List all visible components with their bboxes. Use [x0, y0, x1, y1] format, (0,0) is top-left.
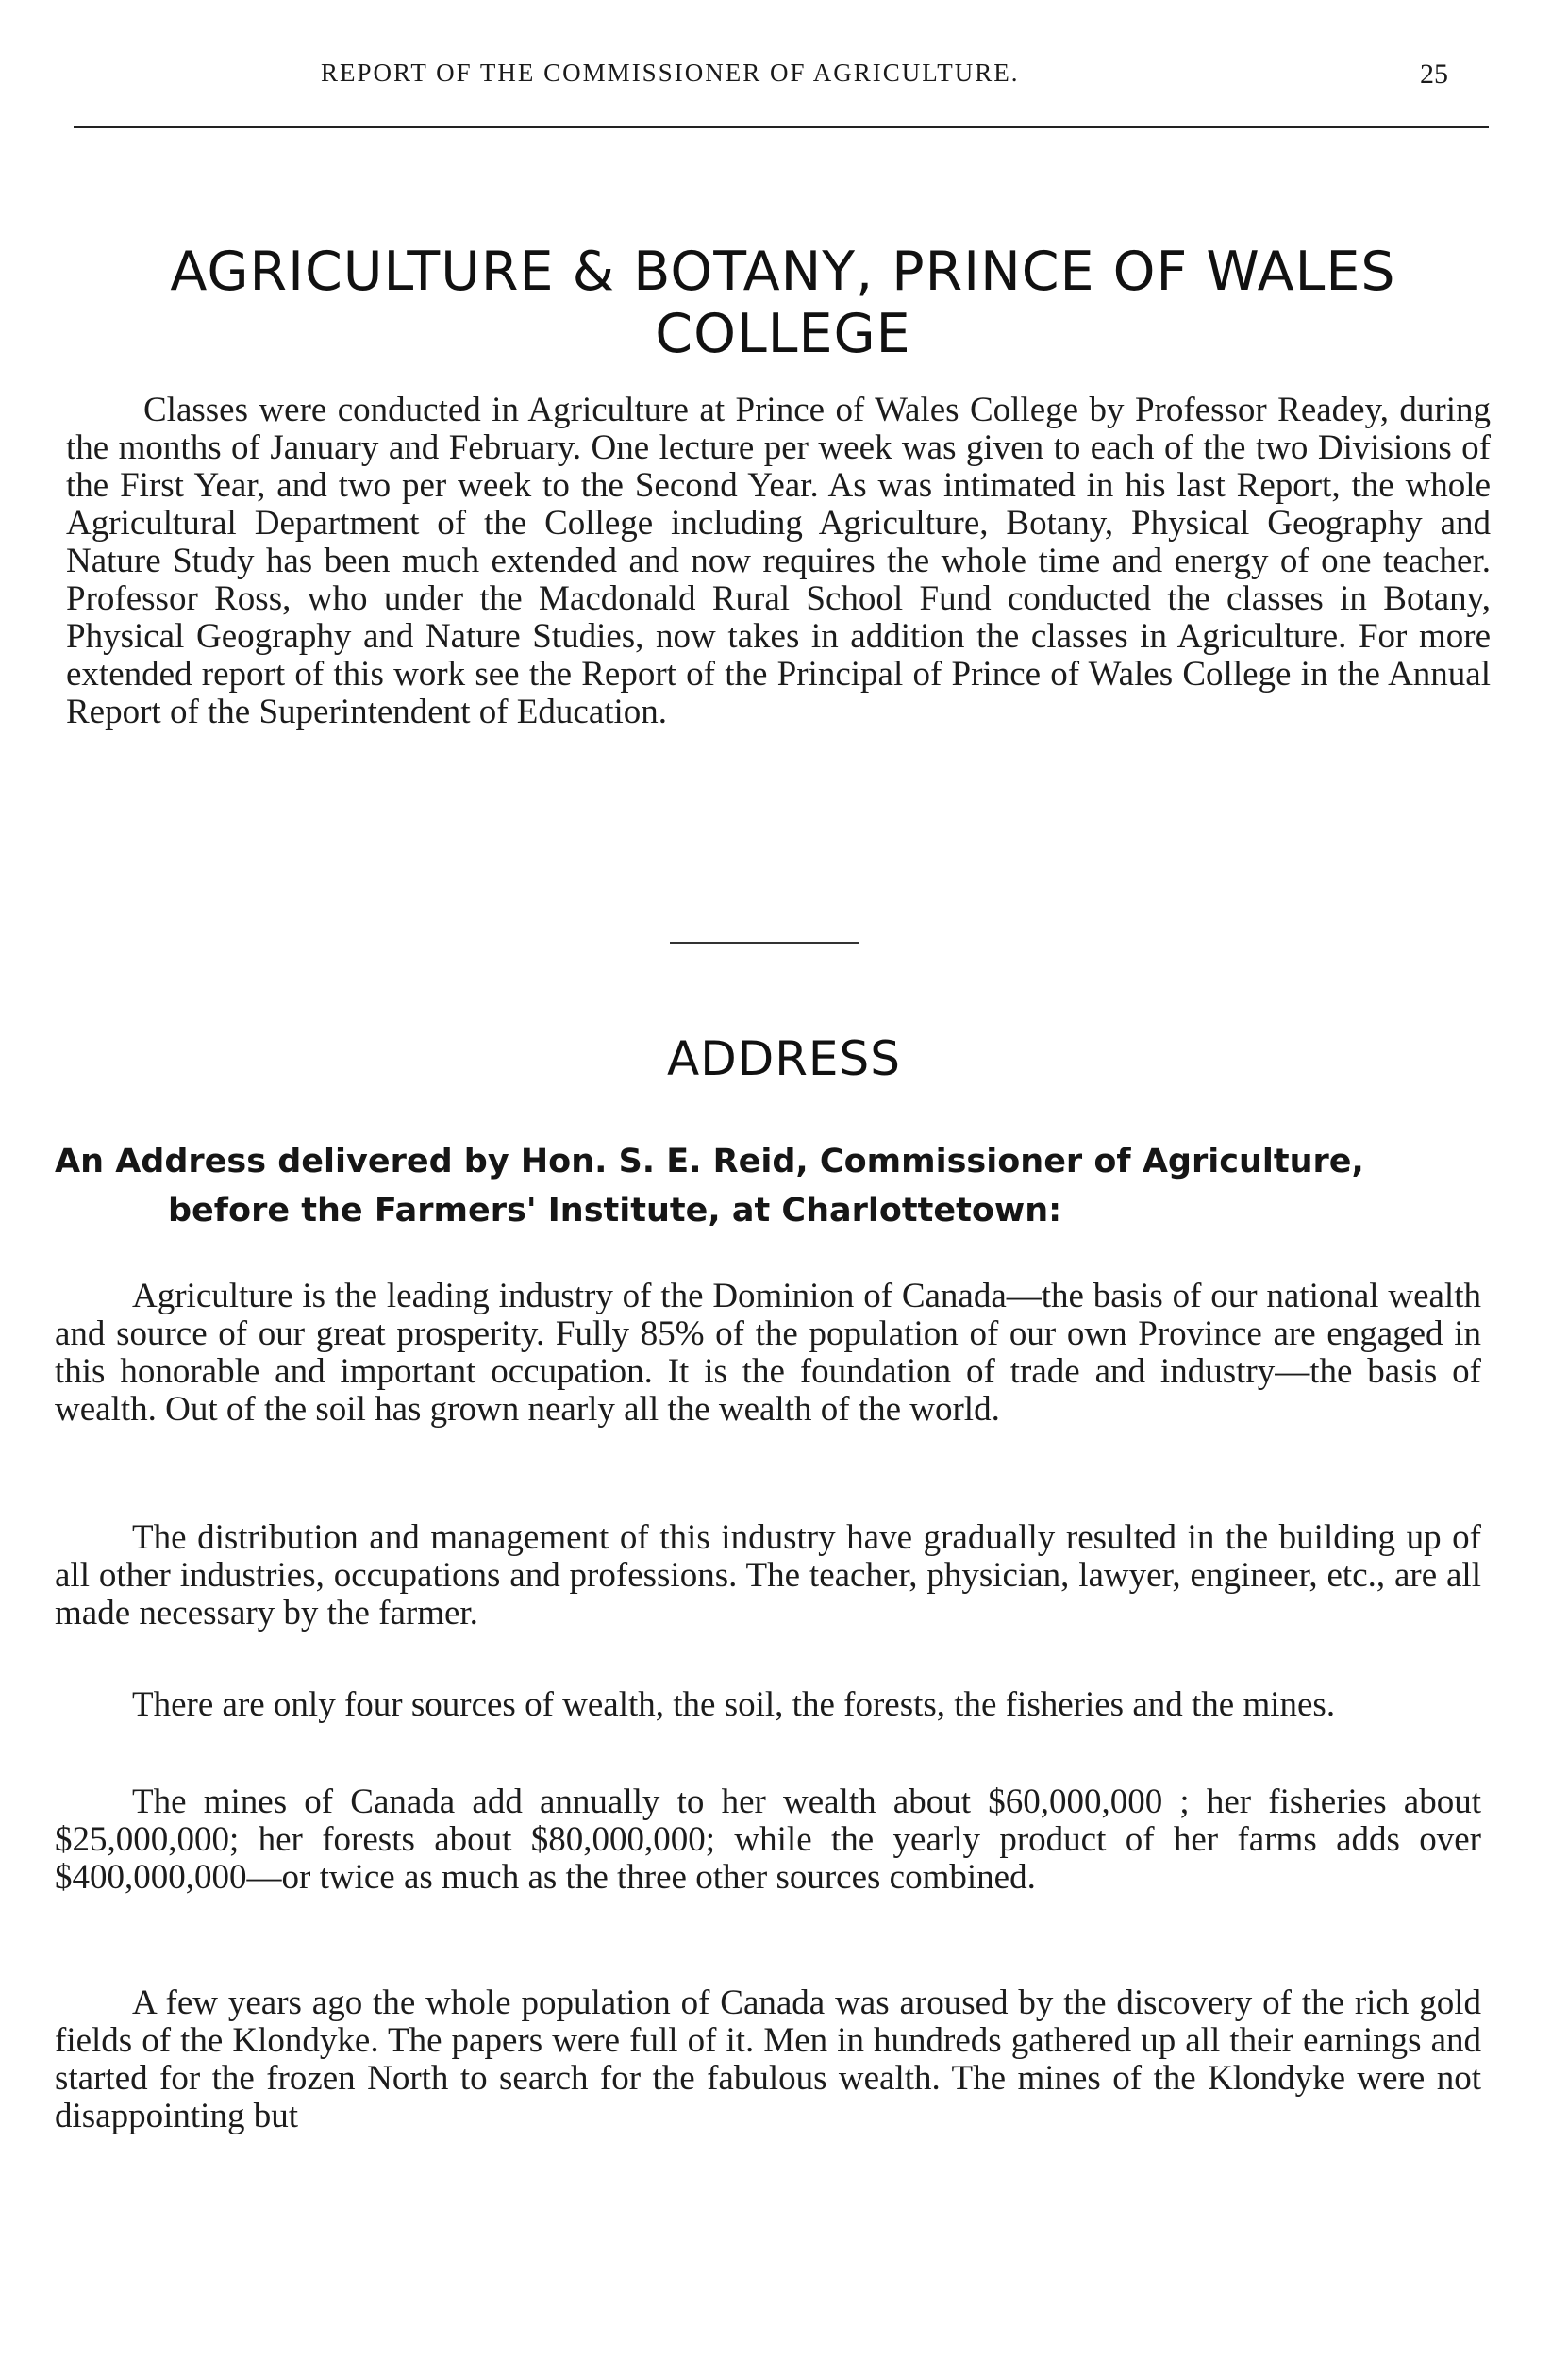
section-divider [670, 942, 859, 944]
address-subtitle-line-1: An Address delivered by Hon. S. E. Reid, Commissioner of Agriculture, [55, 1143, 1364, 1180]
section-title: AGRICULTURE & BOTANY, PRINCE OF WALES COLLEGE [170, 241, 1396, 365]
address-paragraph-4: The mines of Canada add annually to her wealth about $60,000,000 ; her fisheries about $25,000,000; her forests about $80,000,000; while the yearly product of her farms adds over $400,000,000—or twice as much as the three other sources combined. [55, 1783, 1481, 1897]
address-title: ADDRESS [666, 1031, 901, 1086]
page-header [0, 59, 1568, 96]
address-paragraph-5: A few years ago the whole population of Canada was aroused by the discovery of the rich gold fields of the Klondyke. The papers were full of it. Men in hundreds gathered up all their earnings and started for the frozen North to search for the fabulous wealth. The mines of the Klondyke were not disappointing but [55, 1983, 1481, 2135]
page-number: 25 [1420, 59, 1448, 90]
address-paragraph-3: There are only four sources of wealth, the soil, the forests, the fisheries and the mines. [132, 1685, 1336, 1724]
header-rule [74, 126, 1489, 128]
section-paragraph: Classes were conducted in Agriculture at Prince of Wales College by Professor Readey, during the months of January and February. One lecture per week was given to each of the two Divisions of the First Year, and two per week to the Second Year. As was intimated in his last Report, the whole Agricultural Department of the College including Agriculture, Botany, Physical Geography and Nature Study has been much extended and now requires the whole time and energy of one teacher. Professor Ross, who under the Macdonald Rural School Fund conducted the classes in Botany, Physical Geography and Nature Studies, now takes in addition the classes in Agriculture. For more extended report of this work see the Report of the Principal of Prince of Wales College in the Annual Report of the Superintendent of Education. [66, 391, 1491, 731]
address-subtitle [55, 1137, 1512, 1235]
address-paragraph-2: The distribution and management of this industry have gradually resulted in the building up of all other industries, occupations and professions. The teacher, physician, lawyer, engineer, etc., are all made necessary by the farmer. [55, 1518, 1481, 1632]
address-paragraph-1: Agriculture is the leading industry of the Dominion of Canada—the basis of our national wealth and source of our great prosperity. Fully 85% of the population of our own Province are engaged in this honorable and important occupation. It is the foundation of trade and industry—the basis of wealth. Out of the soil has grown nearly all the wealth of the world. [55, 1277, 1481, 1429]
running-head: REPORT OF THE COMMISSIONER OF AGRICULTURE. [321, 59, 1020, 87]
address-subtitle-line-2: before the Farmers' Institute, at Charlottetown: [168, 1192, 1062, 1230]
